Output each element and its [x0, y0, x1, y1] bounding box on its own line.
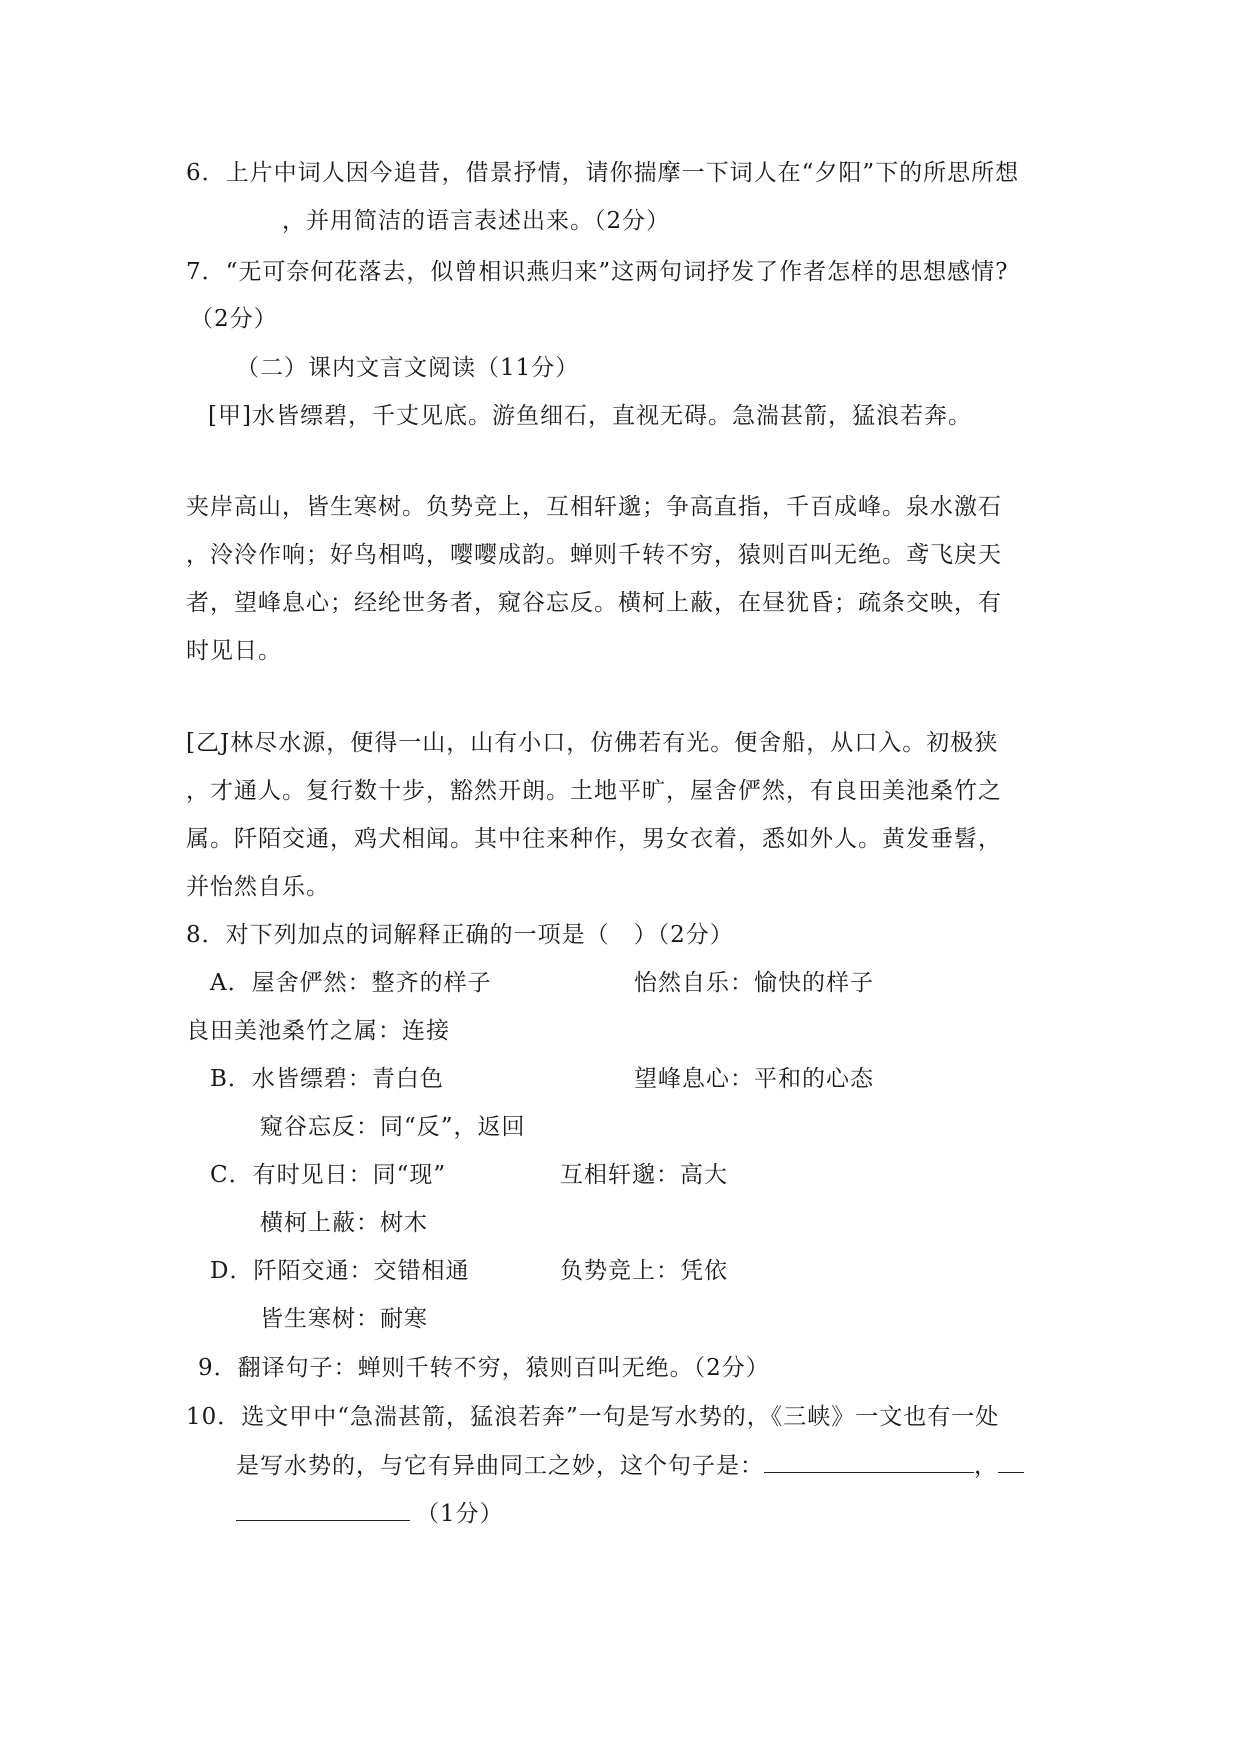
q10-line-2-text: 是写水势的，与它有异曲同工之妙，这个句子是： — [236, 1453, 764, 1479]
q8-option-a-1: A．屋舍俨然：整齐的样子 — [210, 970, 492, 996]
answer-blank-2-start[interactable] — [998, 1450, 1024, 1473]
passage-yi-line-4: 并怡然自乐。 — [186, 874, 330, 900]
q8-option-a-2: 怡然自乐：愉快的样子 — [634, 970, 874, 996]
passage-jia-line-4: 者，望峰息心；经纶世务者，窥谷忘反。横柯上蔽，在昼犹昏；疏条交映，有 — [186, 590, 1002, 616]
q10-score: （1分） — [416, 1501, 504, 1527]
q10-line-1: 10．选文甲中“急湍甚箭，猛浪若奔”一句是写水势的，《三峡》一文也有一处 — [186, 1404, 1000, 1430]
q8-stem: 8．对下列加点的词解释正确的一项是（ ）（2分） — [186, 922, 734, 948]
passage-jia-line-3: ，泠泠作响；好鸟相鸣，嘤嘤成韵。蝉则千转不穷，猿则百叫无绝。鸢飞戾天 — [186, 542, 1002, 568]
q8-option-a-3: 良田美池桑竹之属：连接 — [186, 1018, 450, 1044]
q10-separator: ， — [974, 1453, 998, 1479]
q8-option-d-1: D．阡陌交通：交错相通 — [210, 1258, 470, 1284]
q8-option-c-3: 横柯上蔽：树木 — [260, 1210, 428, 1236]
passage-jia-line-2: 夹岸高山，皆生寒树。负势竞上，互相轩邈；争高直指，千百成峰。泉水激石 — [186, 494, 1002, 520]
q8-option-c-1: C．有时见日：同“现” — [210, 1162, 447, 1188]
q6-line-1: 6．上片中词人因今追昔，借景抒情，请你揣摩一下词人在“夕阳”下的所思所想 — [186, 160, 1020, 186]
q8-option-b-2: 望峰息心：平和的心态 — [634, 1066, 874, 1092]
q7-line-1: 7．“无可奈何花落去，似曾相识燕归来”这两句词抒发了作者怎样的思想感情? — [186, 259, 1009, 285]
q8-option-d-3: 皆生寒树：耐寒 — [260, 1306, 428, 1332]
q6-line-2: ，并用简洁的语言表述出来。（2分） — [282, 208, 671, 234]
section-heading: （二）课内文言文阅读（11分） — [236, 355, 580, 381]
q10-line-3 — [236, 1498, 504, 1529]
q9-text: 9．翻译句子：蝉则千转不穷，猿则百叫无绝。（2分） — [198, 1355, 770, 1381]
q8-option-b-3: 窥谷忘反：同“反”，返回 — [260, 1114, 526, 1140]
answer-blank-1[interactable] — [764, 1450, 974, 1473]
q8-option-b-1: B．水皆缥碧：青白色 — [210, 1066, 444, 1092]
passage-yi-line-1: [乙J林尽水源，便得一山，山有小口，仿佛若有光。便舍船，从口入。初极狭 — [186, 730, 999, 756]
passage-jia-line-1: [甲]水皆缥碧，千丈见底。游鱼细石，直视无碍。急湍甚箭，猛浪若奔。 — [208, 403, 972, 429]
passage-yi-line-3: 属。阡陌交通，鸡犬相闻。其中往来种作，男女衣着，悉如外人。黄发垂髫， — [186, 826, 1002, 852]
q10-line-2 — [236, 1450, 1024, 1481]
passage-yi-line-2: ，才通人。复行数十步，豁然开朗。土地平旷，屋舍俨然，有良田美池桑竹之 — [186, 778, 1002, 804]
q8-option-d-2: 负势竞上：凭依 — [560, 1258, 728, 1284]
q8-option-c-2: 互相轩邈：高大 — [560, 1162, 728, 1188]
passage-jia-line-5: 时见日。 — [186, 638, 282, 664]
answer-blank-2-end[interactable] — [236, 1498, 410, 1521]
q7-line-2: （2分） — [190, 306, 278, 332]
